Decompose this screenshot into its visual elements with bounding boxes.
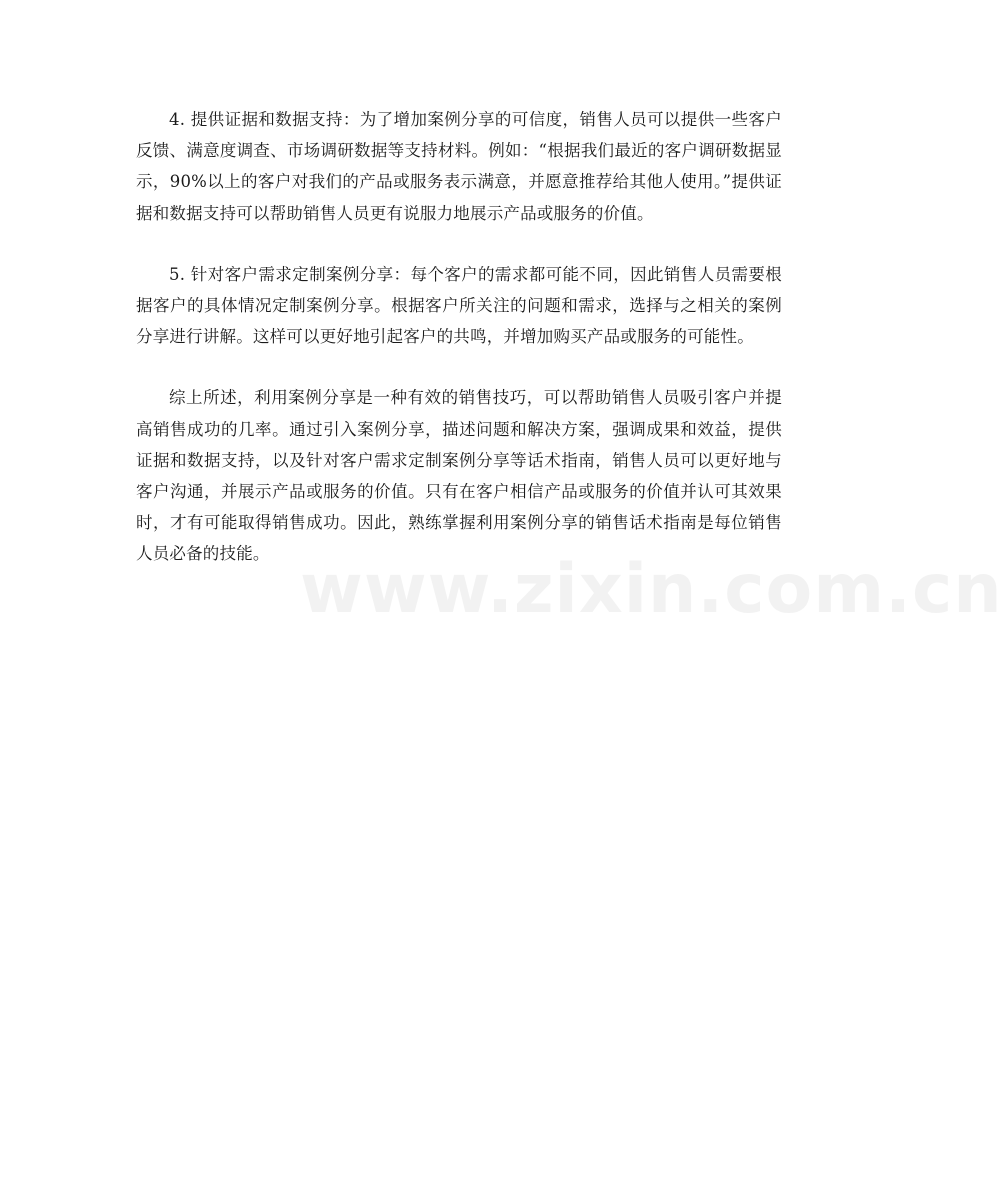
paragraph-evidence-support: 4. 提供证据和数据支持：为了增加案例分享的可信度，销售人员可以提供一些客户反馈、满意度调查、市场调研数据等支持材料。例如：“根据我们最近的客户调研数据显示，90%以上的客户对我们的产品或服务表示满意，并愿意推荐给其他人使用。”提供证据和数据支持可以帮助销售人员更有说服力地展示产品或服务的价值。 [136, 110, 782, 223]
paragraph-custom-case-sharing: 5. 针对客户需求定制案例分享：每个客户的需求都可能不同，因此销售人员需要根据客户的具体情况定制案例分享。根据客户所关注的问题和需求，选择与之相关的案例分享进行讲解。这样可以更好地引起客户的共鸣，并增加购买产品或服务的可能性。 [136, 264, 782, 347]
paragraph-conclusion: 综上所述，利用案例分享是一种有效的销售技巧，可以帮助销售人员吸引客户并提高销售成功的几率。通过引入案例分享，描述问题和解决方案，强调成果和效益，提供证据和数据支持，以及针对客户需求定制案例分享等话术指南，销售人员可以更好地与客户沟通，并展示产品或服务的价值。只有在客户相信产品或服务的价值并认可其效果时，才有可能取得销售成功。因此，熟练掌握利用案例分享的销售话术指南是每位销售人员必备的技能。 [136, 388, 782, 564]
document-body [136, 104, 782, 600]
watermark: www.zixin.com.cn [300, 550, 1003, 629]
